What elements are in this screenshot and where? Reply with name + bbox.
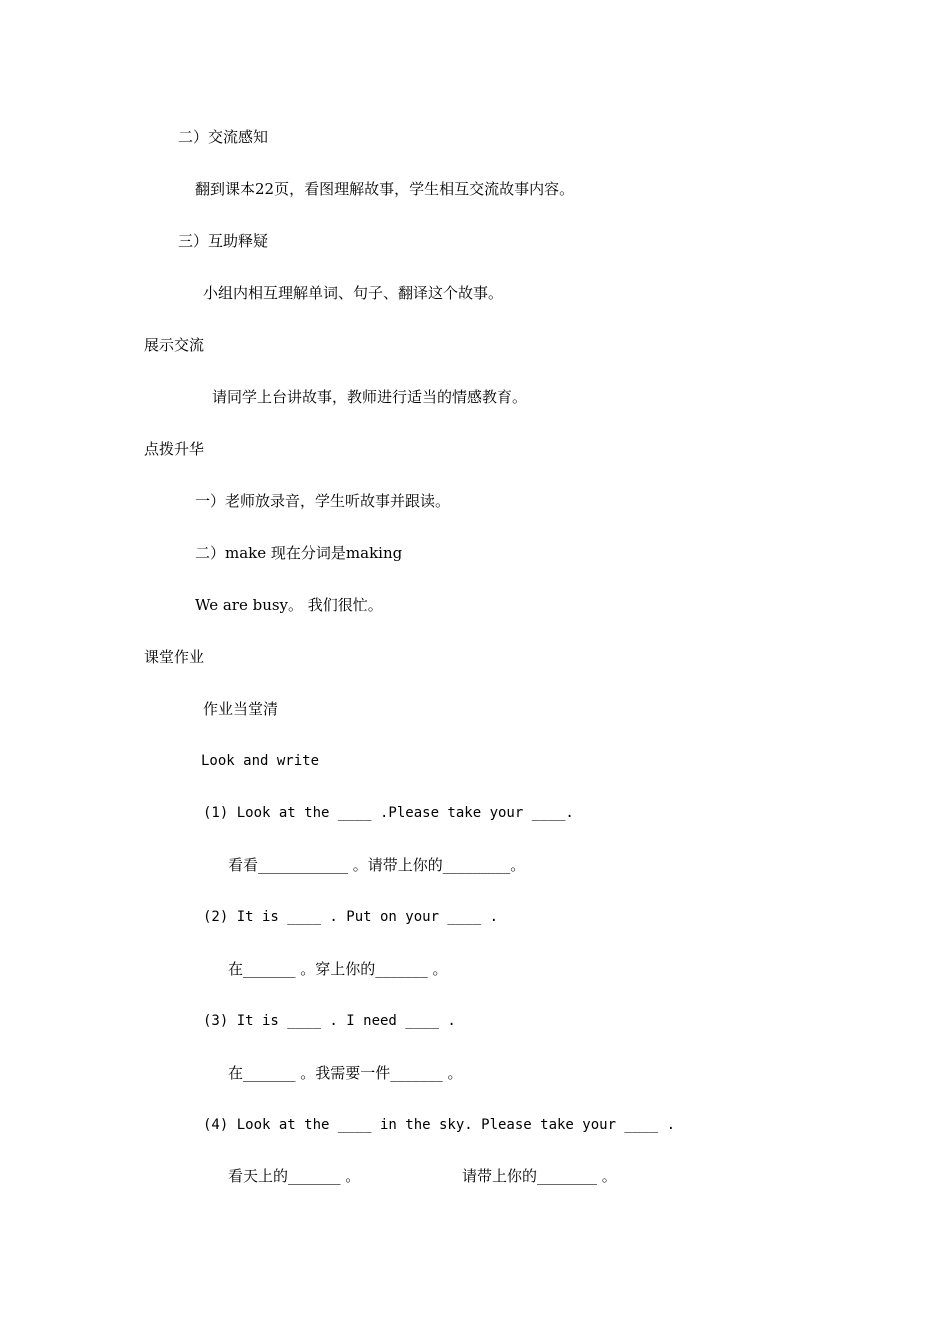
section-heading-guidance: 点拨升华 — [144, 440, 205, 458]
paragraph-we-are-busy: We are busy。 我们很忙。 — [195, 596, 383, 614]
section-heading-exchange: 二）交流感知 — [178, 128, 269, 146]
exercise-2-chinese: 在_______ 。穿上你的_______ 。 — [228, 960, 448, 978]
exercise-3-chinese: 在_______ 。我需要一件_______ 。 — [228, 1064, 463, 1082]
paragraph-homework-in-class: 作业当堂清 — [203, 700, 279, 718]
exercise-title: Look and write — [201, 753, 320, 769]
section-heading-mutual-help: 三）互助释疑 — [178, 232, 269, 250]
section-heading-present: 展示交流 — [144, 336, 205, 354]
exercise-3-english: (3) It is ____ . I need ____ . — [203, 1013, 456, 1029]
paragraph-tell-story: 请同学上台讲故事，教师进行适当的情感教育。 — [212, 388, 528, 406]
exercise-4-chinese-part2: 请带上你的________ 。 — [462, 1167, 617, 1185]
exercise-1-english: (1) Look at the ____ .Please take your ____. — [203, 805, 574, 821]
exercise-4-chinese-part1: 看天上的_______ 。 — [228, 1167, 361, 1185]
paragraph-group-translate: 小组内相互理解单词、句子、翻译这个故事。 — [203, 284, 504, 302]
exercise-1-chinese: 看看____________ 。请带上你的_________。 — [228, 856, 526, 874]
section-heading-homework: 课堂作业 — [144, 648, 205, 666]
paragraph-open-textbook: 翻到课本22页，看图理解故事，学生相互交流故事内容。 — [195, 180, 575, 198]
exercise-2-english: (2) It is ____ . Put on your ____ . — [203, 909, 499, 925]
exercise-4-english: (4) Look at the ____ in the sky. Please take your ____ . — [203, 1117, 676, 1133]
paragraph-play-recording: 一）老师放录音，学生听故事并跟读。 — [195, 492, 451, 510]
paragraph-make-participle: 二）make 现在分词是making — [195, 544, 403, 562]
